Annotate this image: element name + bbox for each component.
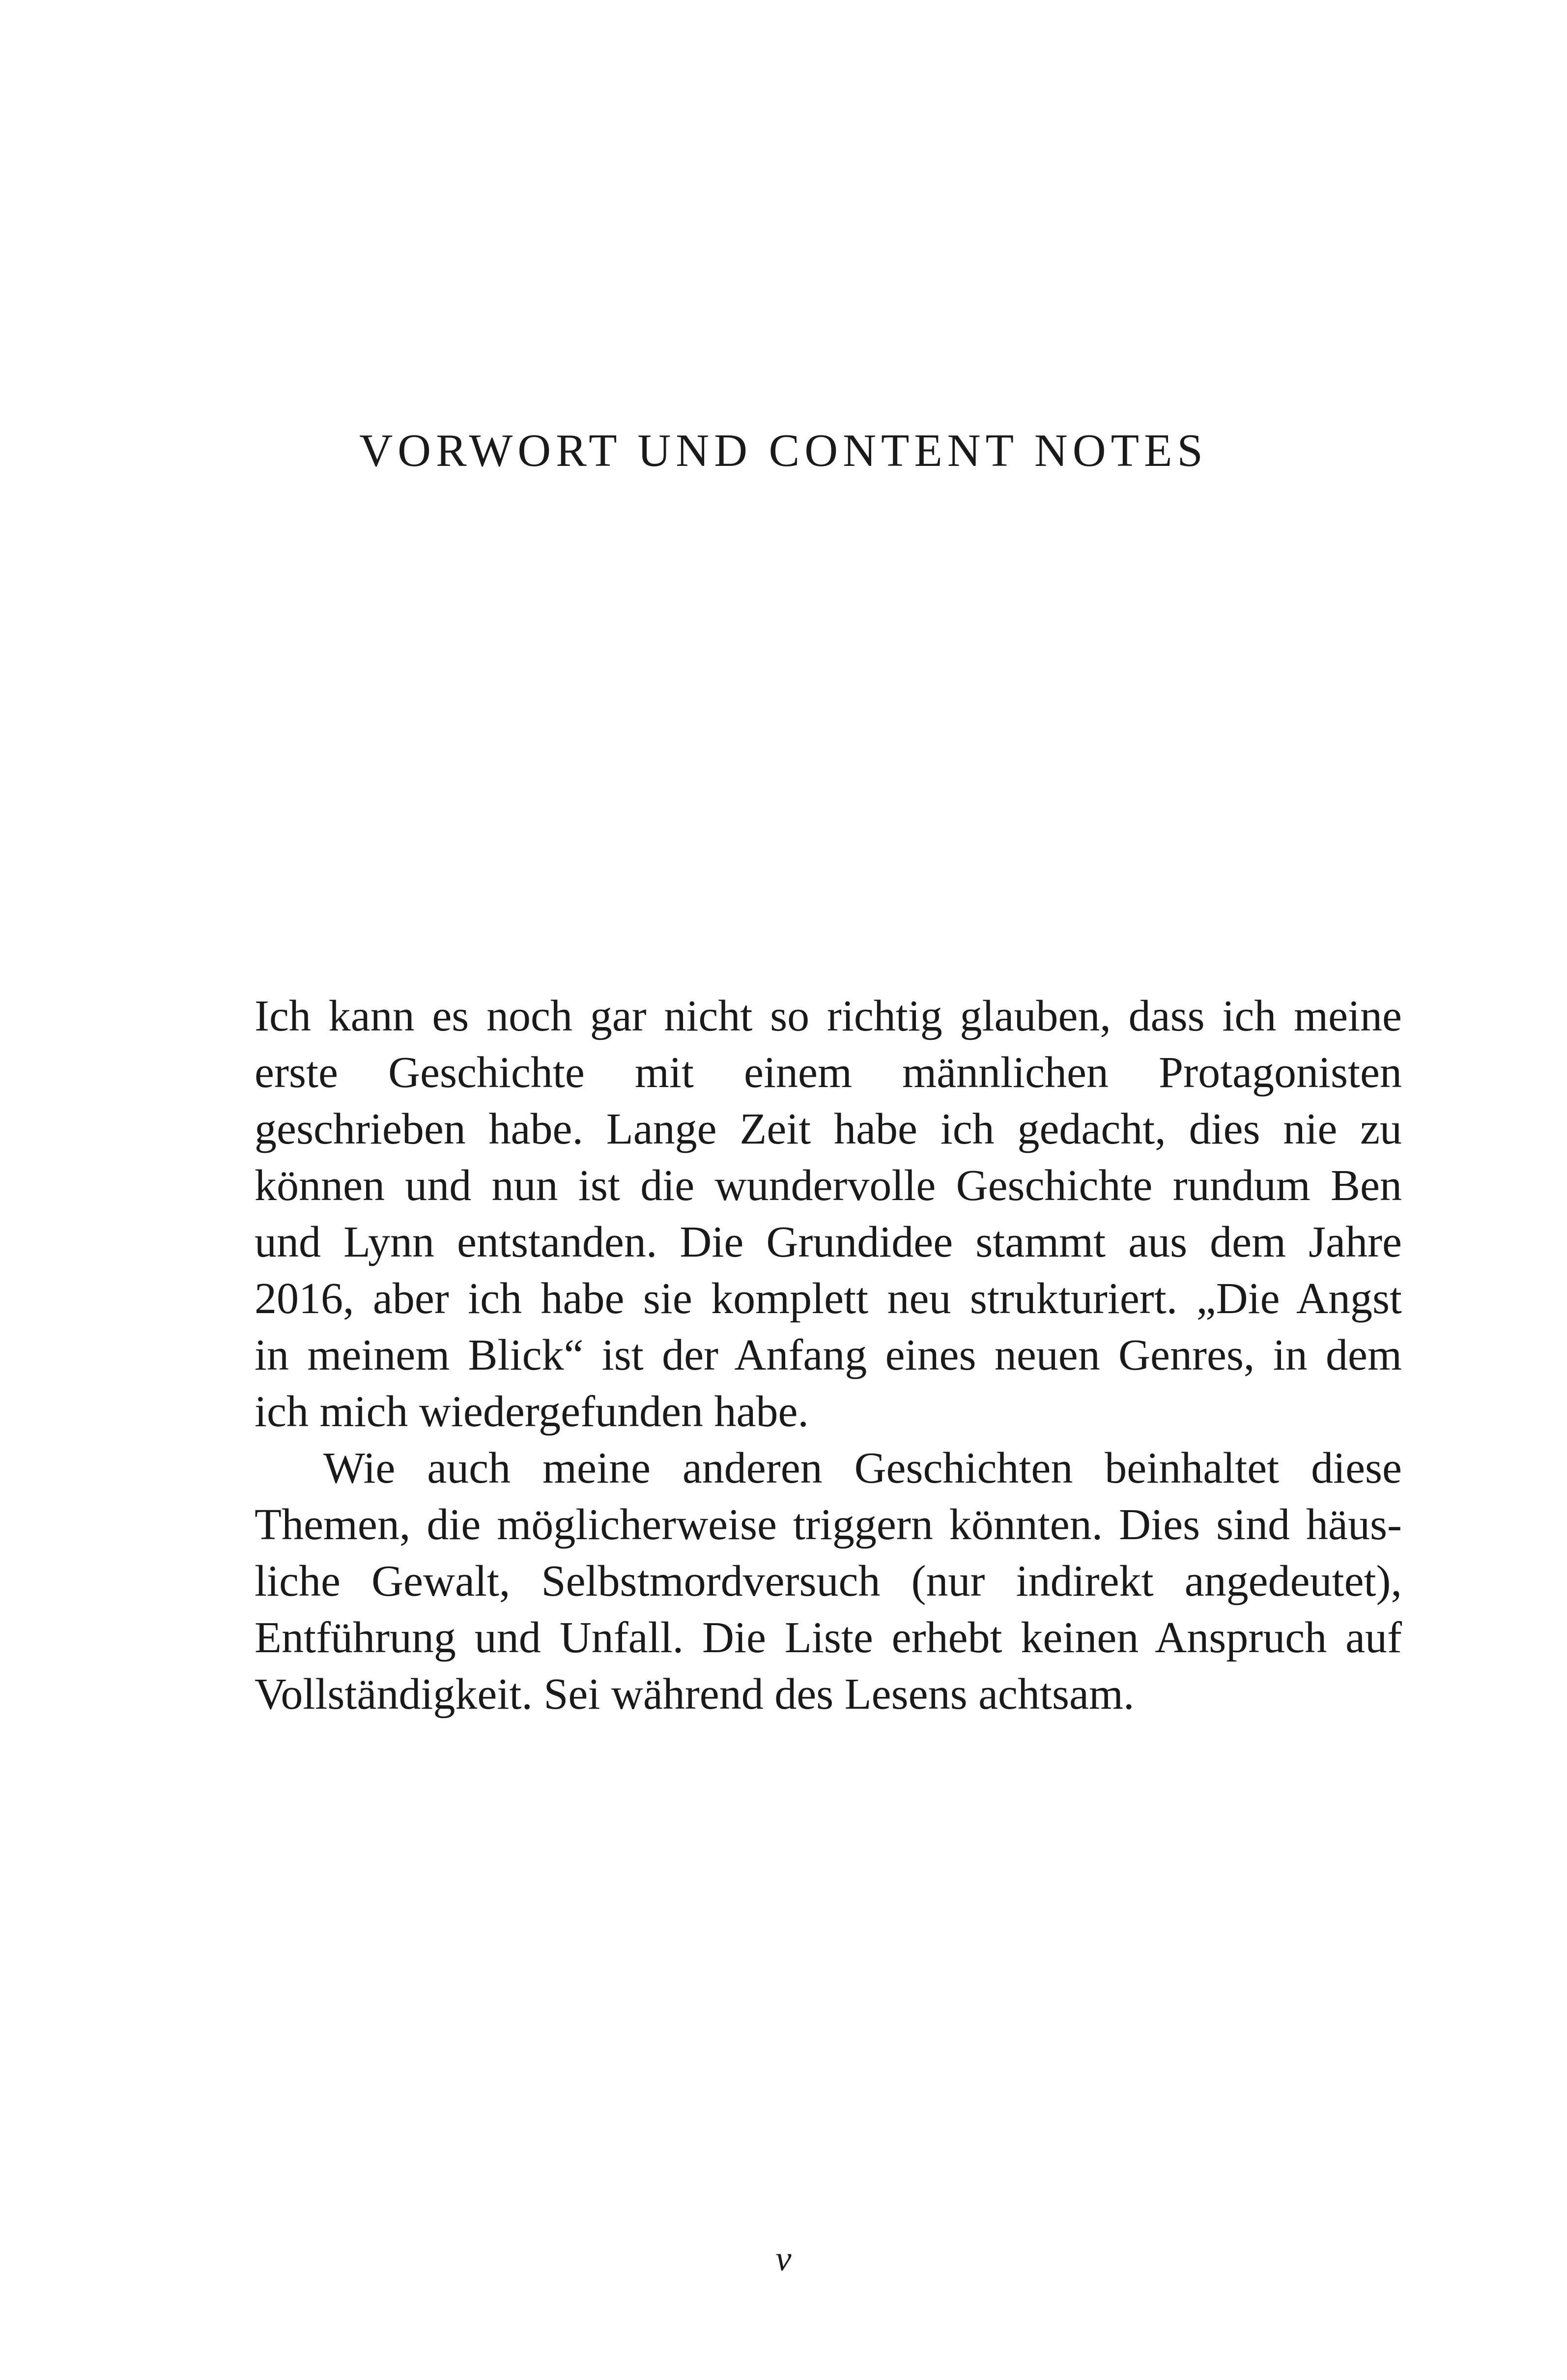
text-line: Wie auch meine anderen Geschichten beinhaltet diese [323, 1444, 1402, 1492]
text-line: Vollständigkeit. Sei während des Lesens achtsam. [255, 1670, 1135, 1719]
text-line: Entführung und Unfall. Die Liste erhebt keinen Anspruch auf [255, 1613, 1402, 1662]
paragraph-1 [255, 988, 1402, 1440]
text-line: liche Gewalt, Selbstmordversuch (nur indirekt angedeutet), [255, 1557, 1402, 1606]
text-line: und Lynn entstanden. Die Grundidee stammt aus dem Jahre [255, 1218, 1402, 1266]
text-line: 2016, aber ich habe sie komplett neu strukturiert. „Die Angst [255, 1274, 1402, 1323]
text-line: Themen, die möglicherweise triggern könnten. Dies sind häus- [255, 1500, 1402, 1549]
paragraph-2 [255, 1440, 1402, 1722]
text-line: ich mich wiedergefunden habe. [255, 1387, 809, 1436]
chapter-title: VORWORT UND CONTENT NOTES [359, 425, 1208, 476]
body-text [255, 988, 1402, 1722]
text-line: erste Geschichte mit einem männlichen Protagonisten [255, 1048, 1402, 1097]
text-line: in meinem Blick“ ist der Anfang eines neuen Genres, in dem [255, 1331, 1402, 1379]
text-line: können und nun ist die wundervolle Geschichte rundum Ben [255, 1161, 1402, 1210]
page-number: v [775, 2239, 792, 2278]
text-line: geschrieben habe. Lange Zeit habe ich gedacht, dies nie zu [255, 1105, 1402, 1153]
text-line: Ich kann es noch gar nicht so richtig glauben, dass ich meine [255, 992, 1402, 1040]
